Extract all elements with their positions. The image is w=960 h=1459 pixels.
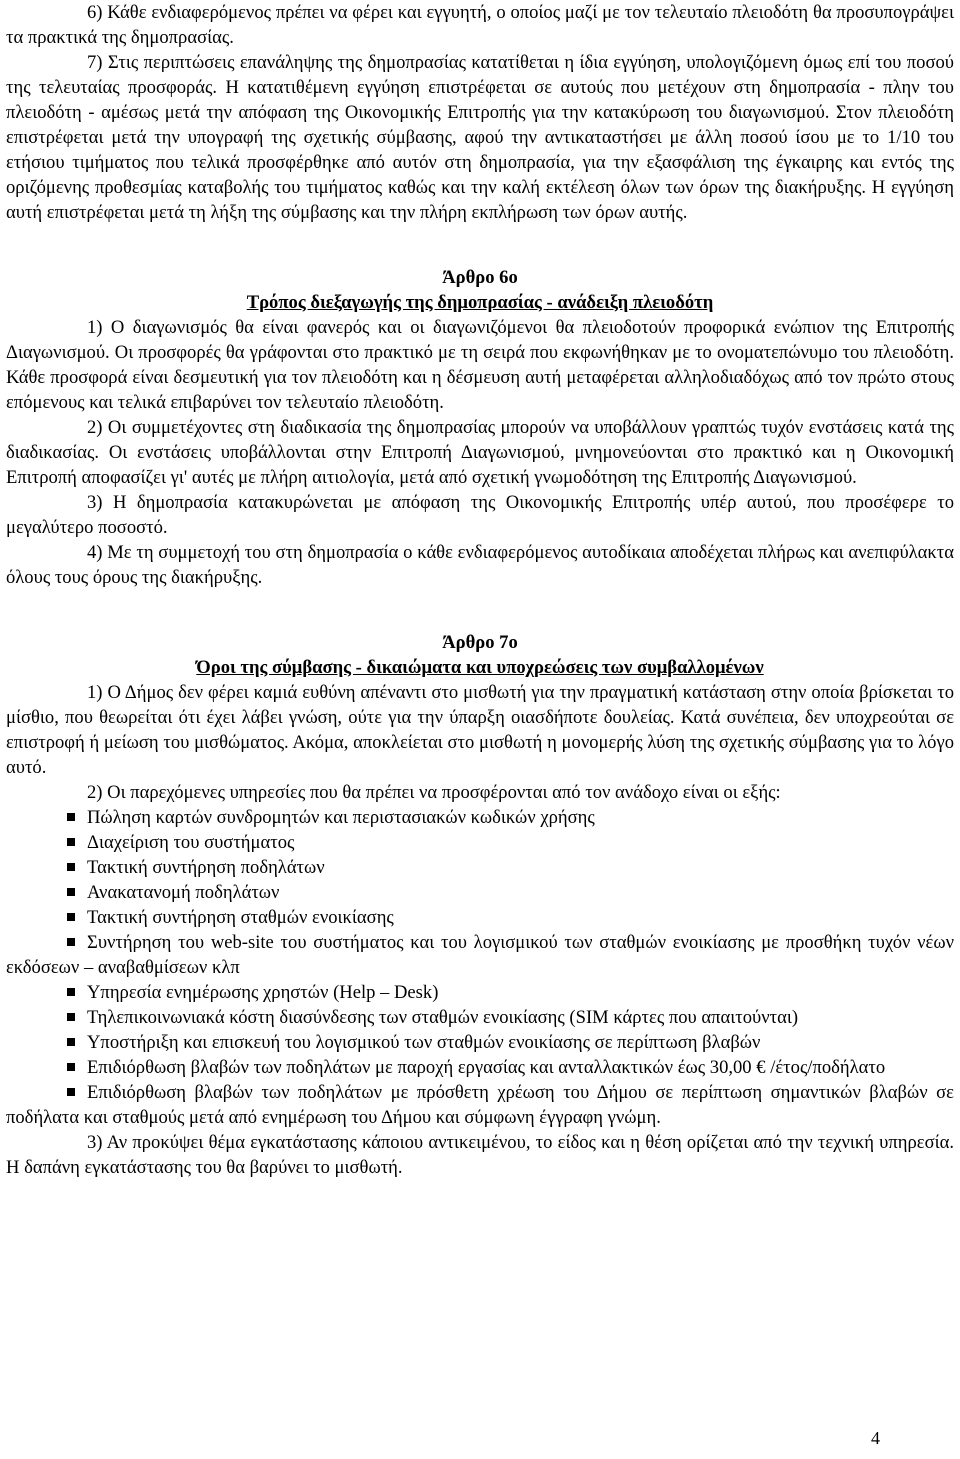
page-number: 4 bbox=[871, 1428, 880, 1448]
list-item: Επιδιόρθωση βλαβών των ποδηλάτων με πρόσθετη χρέωση του Δήμου σε περίπτωση σημαντικών βλαβών σε ποδήλατα και σταθμούς μετά από ενημέρωση του Δήμου και σύμφωνη έγγραφη γνώμη. bbox=[6, 1082, 954, 1128]
paragraph-6: 6) Κάθε ενδιαφερόμενος πρέπει να φέρει και εγγυητή, ο οποίος μαζί με τον τελευταίο πλειοδότη θα προσυπογράψει τα πρακτικά της δημοπρασίας. bbox=[6, 2, 954, 48]
services-list bbox=[6, 805, 954, 1130]
article-7-paragraph-3: 3) Αν προκύψει θέμα εγκατάστασης κάποιου αντικειμένου, το είδος και η θέση ορίζεται από την τεχνική υπηρεσία. Η δαπάνη εγκατάστασης του θα βαρύνει το μισθωτή. bbox=[6, 1132, 954, 1178]
article-7-subtitle: Όροι της σύμβασης - δικαιώματα και υποχρεώσεις των συμβαλλομένων bbox=[196, 657, 764, 678]
spacer bbox=[6, 590, 954, 630]
article-6-paragraph-1: 1) Ο διαγωνισμός θα είναι φανερός και οι διαγωνιζόμενοι θα πλειοδοτούν προφορικά ενώπιον της Επιτροπής Διαγωνισμού. Οι προσφορές θα γράφονται στο πρακτικό με τη σειρά που εκφωνήθηκαν με το ονοματεπώνυμο του πλειοδότη. Κάθε προσφορά είναι δεσμευτική για τον πλειοδότη και η δέσμευση αυτή μεταφέρεται αλληλοδιαδόχως από τον πρώτο στους επόμενους και τελικά επιβαρύνει τον τελευταίο πλειοδότη. bbox=[6, 317, 954, 413]
spacer bbox=[6, 225, 954, 265]
list-item: Ανακατανομή ποδηλάτων bbox=[6, 880, 954, 905]
list-item: Υπηρεσία ενημέρωσης χρηστών (Help – Desk) bbox=[6, 980, 954, 1005]
list-item: Τακτική συντήρηση σταθμών ενοικίασης bbox=[6, 905, 954, 930]
list-item: Τακτική συντήρηση ποδηλάτων bbox=[6, 855, 954, 880]
article-7-title: Άρθρο 7ο bbox=[442, 632, 518, 653]
article-6-subtitle: Τρόπος διεξαγωγής της δημοπρασίας - ανάδειξη πλειοδότη bbox=[246, 292, 714, 313]
article-6-title: Άρθρο 6ο bbox=[442, 267, 518, 288]
list-item: Υποστήριξη και επισκευή του λογισμικού των σταθμών ενοικίασης σε περίπτωση βλαβών bbox=[6, 1030, 954, 1055]
list-item: Συντήρηση του web-site του συστήματος και του λογισμικού των σταθμών ενοικίασης με προσθήκη τυχόν νέων εκδόσεων – αναβαθμίσεων κλπ bbox=[6, 932, 954, 978]
list-item: Επιδιόρθωση βλαβών των ποδηλάτων με παροχή εργασίας και ανταλλακτικών έως 30,00 € /έτος/ποδήλατο bbox=[6, 1055, 954, 1080]
paragraph-7: 7) Στις περιπτώσεις επανάληψης της δημοπρασίας κατατίθεται η ίδια εγγύηση, υπολογιζόμενη όμως επί του ποσού της τελευταίας προσφοράς. Η κατατιθέμενη εγγύηση επιστρέφεται σε αυτούς που μετέχουν στη δημοπρασία - πλην του πλειοδότη - αμέσως μετά την απόφαση της Οικονομικής Επιτροπής για την κατακύρωση του διαγωνισμού. Στον πλειοδότη επιστρέφεται μετά την υπογραφή της σχετικής σύμβασης, αφού την αντικαταστήσει με άλλη ποσού ίσου με το 1/10 του ετήσιου τιμήματος που τελικά προσφέρθηκε από αυτόν στη δημοπρασία, για την εξασφάλιση της έγκαιρης και εντός της οριζόμενης προθεσμίας καταβολής του τιμήματος καθώς και την καλή εκτέλεση όλων των όρων της διακήρυξης. Η εγγύηση αυτή επιστρέφεται μετά τη λήξη της σύμβασης και την πλήρη εκπλήρωση των όρων αυτής. bbox=[6, 52, 954, 223]
article-7-paragraph-1: 1) Ο Δήμος δεν φέρει καμιά ευθύνη απέναντι στο μισθωτή για την πραγματική κατάσταση στην οποία βρίσκεται το μίσθιο, που θεωρείται ότι έχει λάβει γνώση, ούτε για την ύπαρξη οιασδήποτε δουλείας. Κατά συνέπεια, δεν υποχρεούται σε επιστροφή ή μείωση του μισθώματος. Ακόμα, αποκλείεται στο μισθωτή η μονομερής λύση της σχετικής σύμβασης για το λόγο αυτό. bbox=[6, 682, 954, 778]
article-6-paragraph-3: 3) Η δημοπρασία κατακυρώνεται με απόφαση της Οικονομικής Επιτροπής υπέρ αυτού, που προσέφερε το μεγαλύτερο ποσοστό. bbox=[6, 492, 954, 538]
list-item: Τηλεπικοινωνιακά κόστη διασύνδεσης των σταθμών ενοικίασης (SIM κάρτες που απαιτούνται) bbox=[6, 1005, 954, 1030]
list-item: Πώληση καρτών συνδρομητών και περιστασιακών κωδικών χρήσης bbox=[6, 805, 954, 830]
article-7-paragraph-2: 2) Οι παρεχόμενες υπηρεσίες που θα πρέπει να προσφέρονται από τον ανάδοχο είναι οι εξής: bbox=[87, 782, 781, 803]
article-6-paragraph-2: 2) Οι συμμετέχοντες στη διαδικασία της δημοπρασίας μπορούν να υποβάλλουν γραπτώς τυχόν ενστάσεις κατά της διαδικασίας. Οι ενστάσεις υποβάλλονται στην Επιτροπή Διαγωνισμού, μνημονεύονται στο πρακτικό και η Οικονομική Επιτροπή αποφασίζει γι' αυτές με πλήρη αιτιολογία, μετά από σχετική γνωμοδότηση της Επιτροπής Διαγωνισμού. bbox=[6, 417, 954, 488]
list-item: Διαχείριση του συστήματος bbox=[6, 830, 954, 855]
article-6-paragraph-4: 4) Με τη συμμετοχή του στη δημοπρασία ο κάθε ενδιαφερόμενος αυτοδίκαια αποδέχεται πλήρως και ανεπιφύλακτα όλους τους όρους της διακήρυξης. bbox=[6, 542, 954, 588]
